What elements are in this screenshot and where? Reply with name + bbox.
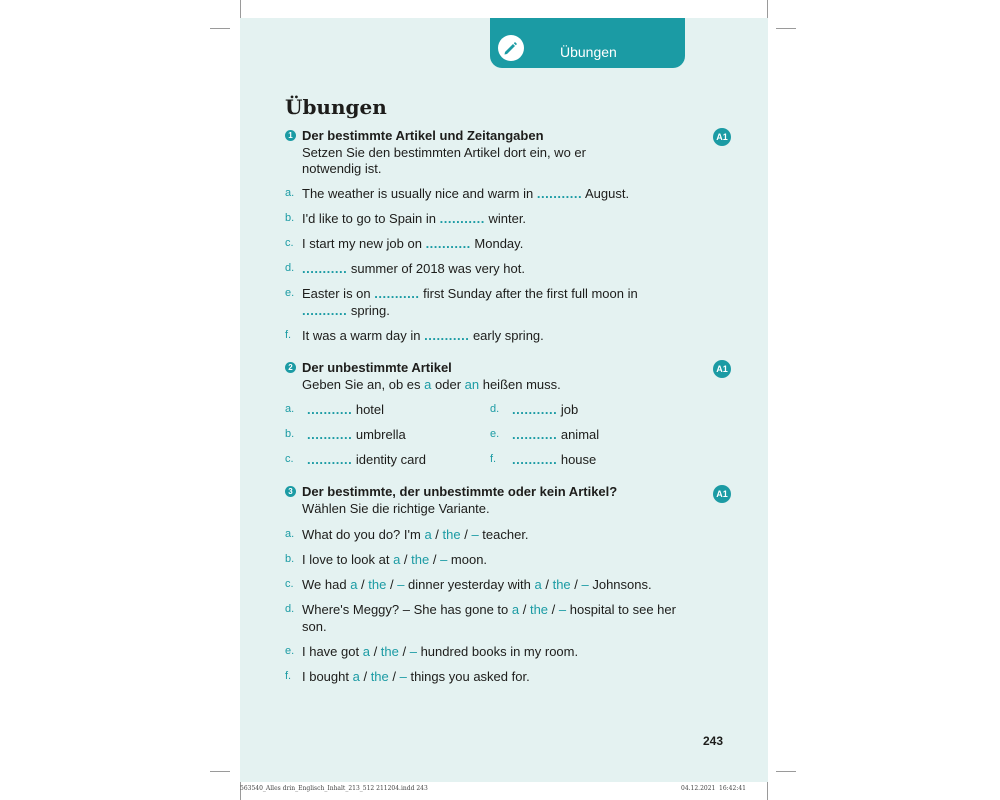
answer-option: a [511,602,520,617]
answer-blank: ........... [374,286,420,301]
answer-blank: ........... [307,427,353,442]
item-text: heißen muss. [479,377,561,392]
answer-blank: ........... [307,452,353,467]
slug-date: 04.12.2021 [681,785,716,792]
item-sentence [302,285,682,319]
answer-blank: ........... [439,211,485,226]
crop-mark [210,28,230,29]
item-text: I bought [302,669,353,684]
item-sentence [512,426,599,443]
item-text: / [357,577,369,592]
item-letter: d. [285,603,295,615]
slug-time: 16:42:41 [719,785,746,792]
item-text: summer of 2018 was very hot. [347,261,525,276]
item-sentence [302,185,629,202]
section-tab [490,18,685,68]
item-text: / [400,552,412,567]
pencil-icon [498,35,524,61]
item-letter: f. [490,453,497,465]
answer-option: the [442,527,461,542]
item-letter: b. [285,212,295,224]
level-badge: A1 [713,485,731,503]
item-letter: d. [490,403,500,415]
answer-option: an [464,377,480,392]
item-sentence [302,601,682,635]
item-text: Where's Meggy? – She has gone to [302,602,512,617]
answer-option: – [397,577,405,592]
item-letter: b. [285,553,295,565]
exercise-number: 1 [285,130,296,141]
item-letter: e. [490,428,500,440]
answer-option: a [350,577,358,592]
exercise-instruction [302,377,622,393]
answer-option: – [399,669,407,684]
exercise-instruction: Wählen Sie die richtige Variante. [302,501,490,516]
answer-option: – [471,527,479,542]
item-text: I start my new job on [302,236,426,251]
item-letter: c. [285,237,294,249]
item-sentence [307,451,426,468]
crop-mark [210,771,230,772]
item-sentence [302,327,544,344]
exercise-title: Der bestimmte, der unbestimmte oder kein Artikel? [302,484,618,499]
exercise-instruction: Setzen Sie den bestimmten Artikel dort ein, wo er notwendig ist. [302,145,586,176]
item-text: / [386,577,398,592]
answer-option: the [370,669,389,684]
item-text: Geben Sie an, ob es [302,377,425,392]
answer-option: the [368,577,387,592]
crop-mark [767,782,768,800]
item-text: Easter is on [302,286,375,301]
answer-blank: ........... [307,402,353,417]
section-tab-label: Übungen [560,44,617,60]
item-text: identity card [352,452,426,467]
item-sentence [302,526,529,543]
page-number: 243 [703,734,724,748]
item-sentence [302,643,578,660]
answer-option: the [552,577,571,592]
item-text: first Sunday after the first full moon in [419,286,638,301]
item-letter: e. [285,645,295,657]
crop-mark [240,0,241,18]
crop-mark [776,28,796,29]
answer-option: – [440,552,448,567]
item-letter: c. [285,453,294,465]
item-text: I'd like to go to Spain in [302,211,440,226]
item-sentence [302,260,525,277]
item-text: umbrella [352,427,406,442]
item-text: oder [431,377,465,392]
item-text: / [519,602,530,617]
crop-mark [776,771,796,772]
item-sentence [302,668,530,685]
item-text: / [369,644,381,659]
item-sentence [302,576,652,593]
item-text: I have got [302,644,363,659]
item-sentence [307,426,406,443]
item-text: hospital to see her son. [302,602,676,634]
item-letter: f. [285,329,292,341]
item-text: hundred books in my room. [416,644,579,659]
exercise-title: Der unbestimmte Artikel [302,360,452,375]
exercise-title: Der bestimmte Artikel und Zeitangaben [302,128,544,143]
answer-option: – [558,602,567,617]
answer-option: a [424,527,432,542]
item-text: / [398,644,410,659]
item-text: teacher. [478,527,529,542]
item-text: The weather is usually nice and warm in [302,186,537,201]
item-text: / [460,527,472,542]
answer-blank: ........... [512,427,558,442]
item-text: job [557,402,579,417]
item-text: early spring. [469,328,544,343]
item-sentence [512,401,578,418]
exercise-number: 2 [285,362,296,373]
answer-option: a [424,377,432,392]
level-badge: A1 [713,128,731,146]
item-text: moon. [447,552,488,567]
level-badge: A1 [713,360,731,378]
item-text: We had [302,577,351,592]
item-sentence [302,235,523,252]
answer-blank: ........... [512,402,558,417]
answer-blank: ........... [512,452,558,467]
item-letter: a. [285,528,295,540]
item-text: August. [582,186,630,201]
item-text: / [429,552,441,567]
answer-option: a [362,644,370,659]
answer-option: a [534,577,542,592]
item-text: / [388,669,400,684]
page-heading: Übungen [285,95,387,119]
item-text: / [541,577,553,592]
item-letter: a. [285,403,295,415]
item-text: house [557,452,597,467]
item-sentence [302,210,526,227]
item-text: / [359,669,371,684]
book-page [240,18,768,782]
item-letter: d. [285,262,295,274]
item-text: hotel [352,402,385,417]
item-letter: c. [285,578,294,590]
answer-option: the [411,552,430,567]
answer-option: the [380,644,399,659]
answer-option: a [393,552,401,567]
item-text: dinner yesterday with [404,577,535,592]
item-sentence [302,551,487,568]
item-text: / [431,527,443,542]
answer-blank: ........... [425,236,471,251]
item-text: Johnsons. [588,577,652,592]
answer-option: the [529,602,549,617]
answer-option: – [581,577,589,592]
crop-mark [767,0,768,18]
answer-option: a [352,669,360,684]
item-text: winter. [484,211,527,226]
slug-file: 563540_Alles drin_Englisch_Inhalt_213_512 211204.indd 243 [240,785,428,792]
item-text: It was a warm day in [302,328,425,343]
answer-blank: ........... [302,261,348,276]
answer-blank: ........... [302,303,348,318]
item-text: / [548,602,559,617]
item-text: animal [557,427,600,442]
item-sentence [512,451,596,468]
answer-option: – [409,644,417,659]
answer-blank: ........... [536,186,583,201]
item-text: spring. [347,303,390,318]
item-letter: b. [285,428,295,440]
item-text: What do you do? I'm [302,527,425,542]
answer-blank: ........... [424,328,470,343]
item-letter: a. [285,187,295,199]
item-letter: e. [285,287,295,299]
item-sentence [307,401,384,418]
item-text: I love to look at [302,552,394,567]
exercise-number: 3 [285,486,296,497]
item-text: Monday. [470,236,524,251]
item-text: things you asked for. [406,669,530,684]
item-letter: f. [285,670,292,682]
item-text: / [570,577,582,592]
